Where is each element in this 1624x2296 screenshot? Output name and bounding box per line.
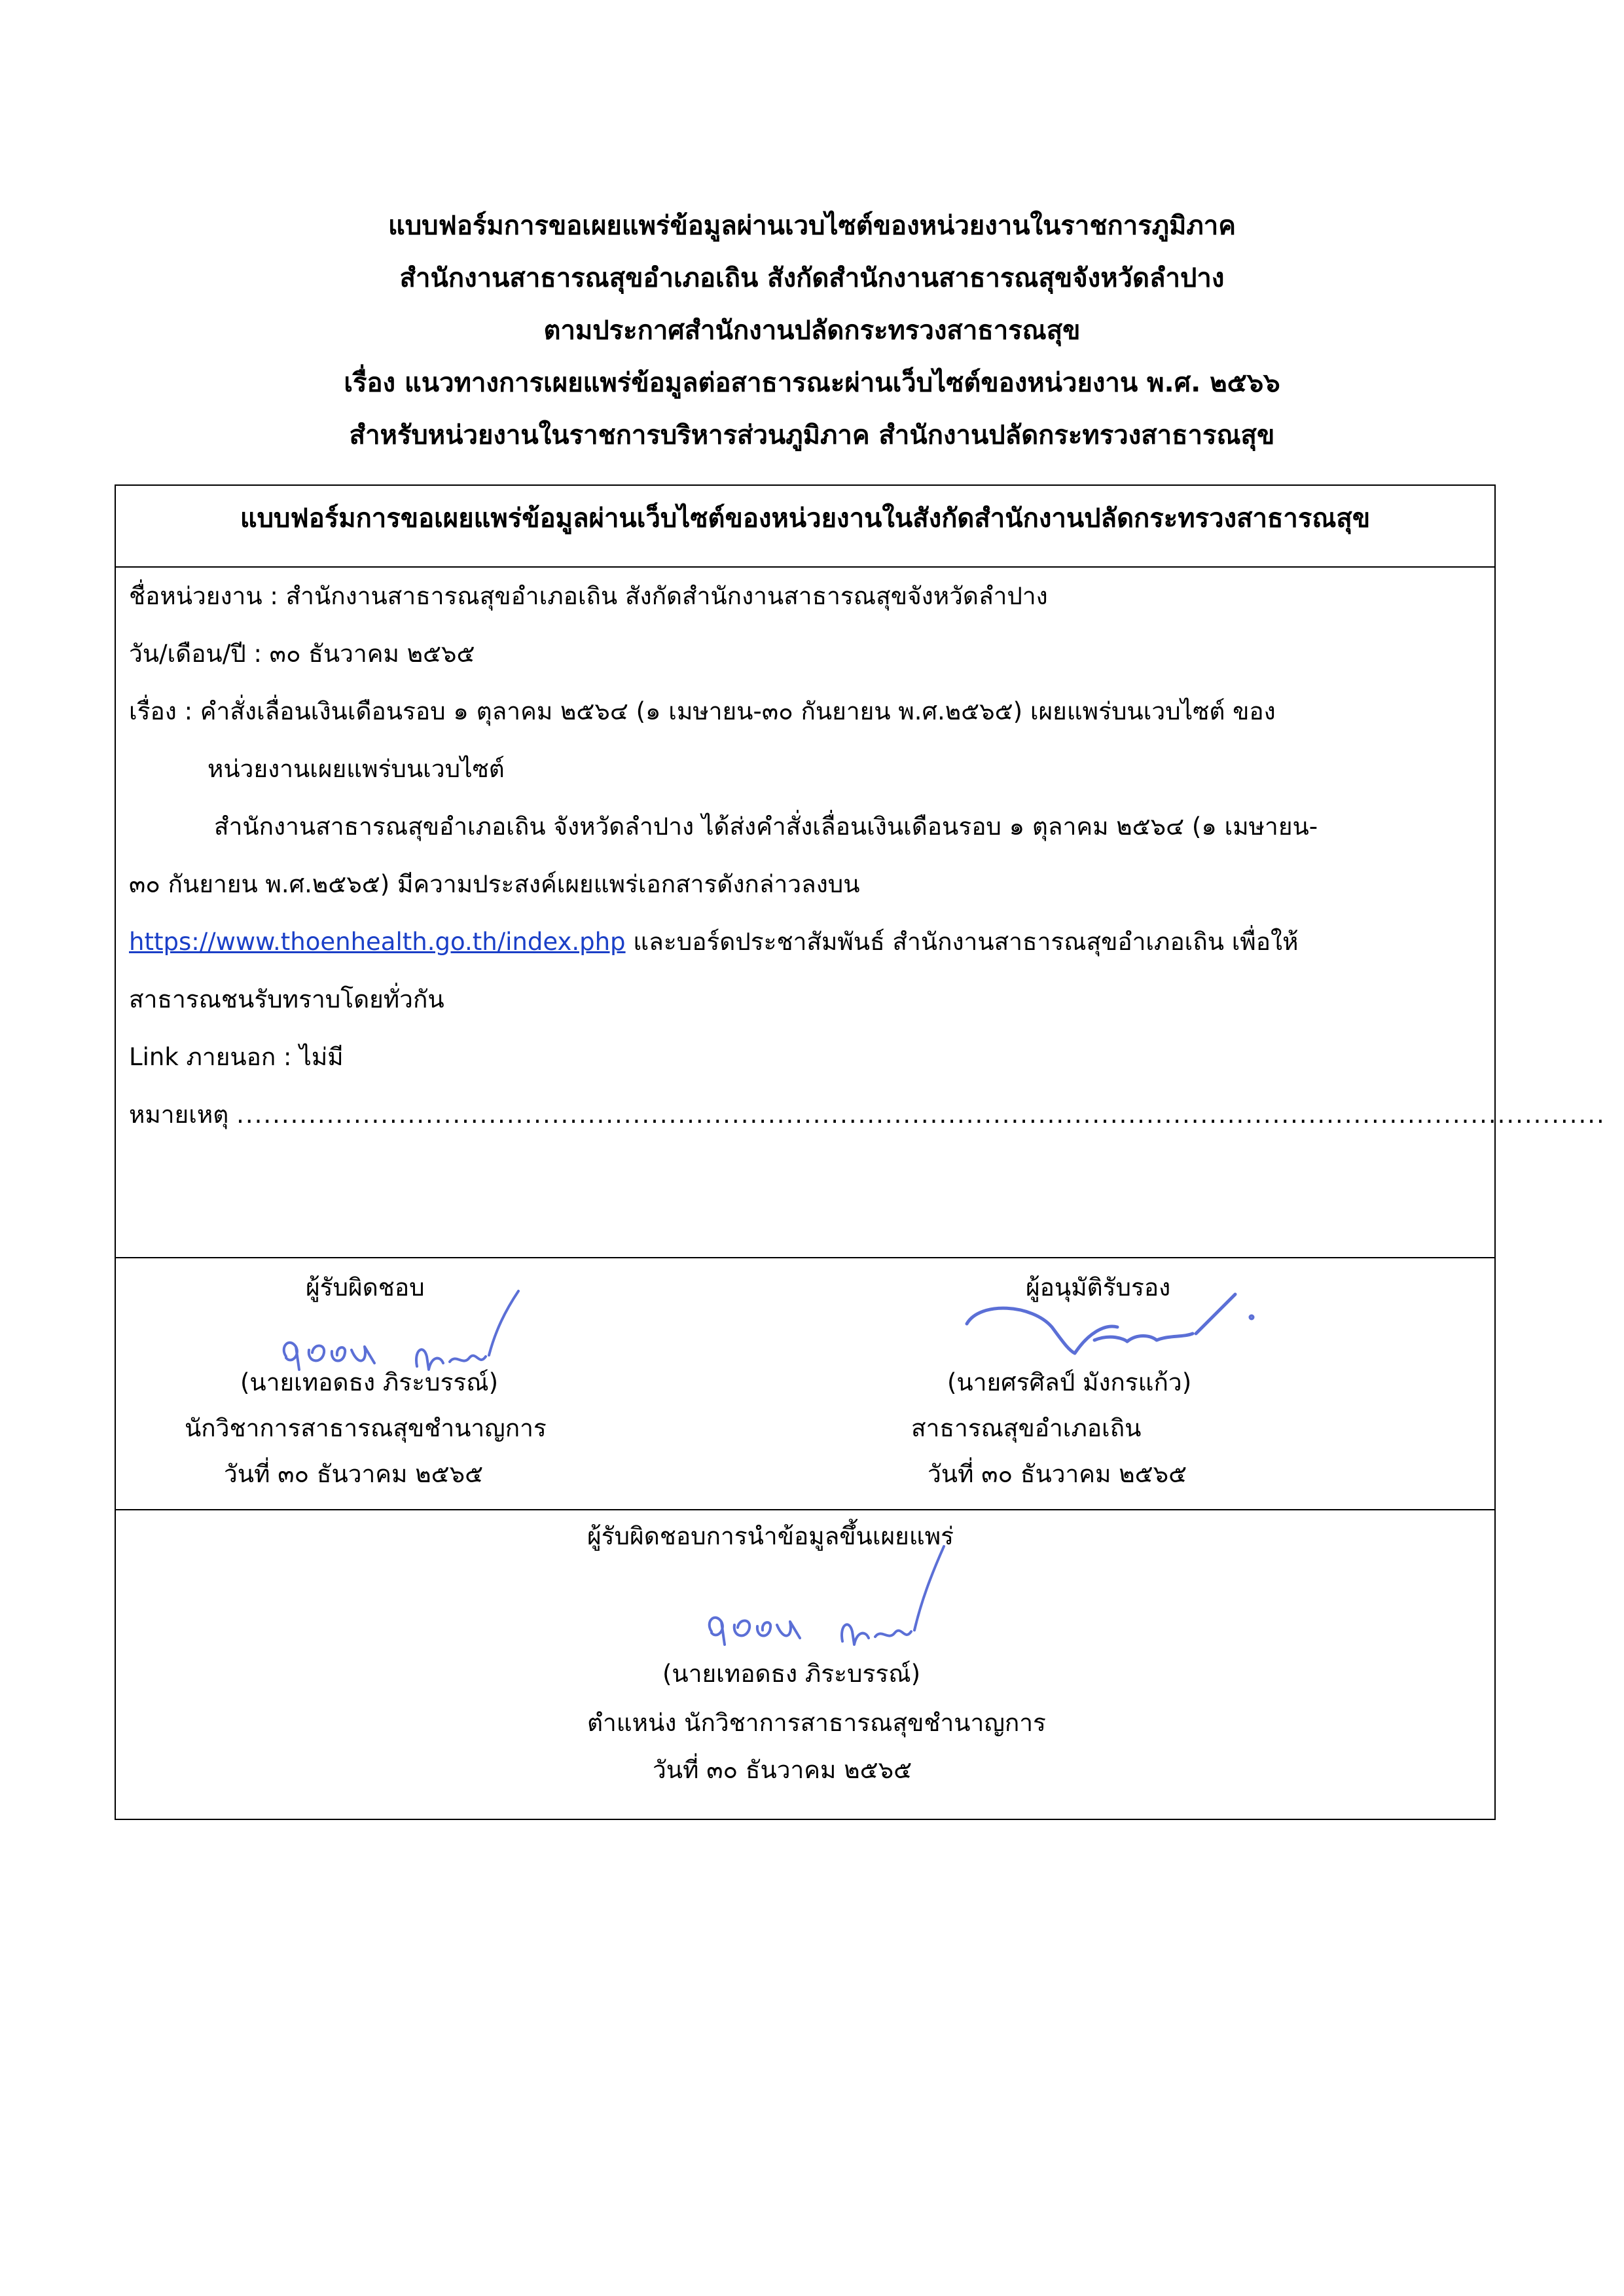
header-line-4: เรื่อง แนวทางการเผยแพร่ข้อมูลต่อสาธารณะผ่านเว็บไซต์ของหน่วยงาน พ.ศ. ๒๕๖๖ [344,368,1280,398]
subject-line-2: หน่วยงานเผยแพร่บนเวบไซต์ [208,755,505,783]
publisher-position: ตำแหน่ง นักวิชาการสาธารณสุขชำนาญการ [587,1709,1046,1737]
form-body [116,568,1606,1258]
date-line: วัน/เดือน/ปี : ๓๐ ธันวาคม ๒๕๖๕ [129,640,475,668]
form-table [115,484,1606,1820]
external-link-line: Link ภายนอก : ไม่มี [129,1043,344,1071]
publisher-row [116,1510,1494,1821]
remark-line [129,1086,1606,1144]
responsible-name: (นายเทอดธง ภิระบรรณ์) [240,1368,499,1396]
approver-position: สาธารณสุขอำเภอเถิน [911,1414,1142,1442]
approver-role: ผู้อนุมัติรับรอง [1026,1273,1171,1302]
signature-row [116,1258,1494,1510]
detail-line-3 [129,913,1299,971]
detail-line-3-rest: และบอร์ดประชาสัมพันธ์ สำนักงานสาธารณสุขอำเภอเถิน เพื่อให้ [625,928,1299,956]
responsible-role: ผู้รับผิดชอบ [306,1273,425,1302]
approver-date: วันที่ ๓๐ ธันวาคม ๒๕๖๕ [928,1460,1187,1488]
approver-name: (นายศรศิลป์ มังกรแก้ว) [947,1368,1192,1396]
header-line-5: สำหรับหน่วยงานในราชการบริหารส่วนภูมิภาค สำนักงานปลัดกระทรวงสาธารณสุข [349,420,1275,450]
publisher-signature-icon [685,1540,960,1658]
subject-line-1: เรื่อง : คำสั่งเลื่อนเงินเดือนรอบ ๑ ตุลาคม ๒๕๖๔ (๑ เมษายน-๓๐ กันยายน พ.ศ.๒๕๖๕) เผยแพร่บนเวบไซต์ ของ [129,697,1276,725]
responsible-date: วันที่ ๓๐ ธันวาคม ๒๕๖๕ [224,1460,484,1488]
detail-line-4: สาธารณชนรับทราบโดยทั่วกัน [129,985,444,1013]
detail-line-2: ๓๐ กันยายน พ.ศ.๒๕๖๕) มีความประสงค์เผยแพร่เอกสารดังกล่าวลงบน [129,870,860,898]
unit-line: ชื่อหน่วยงาน : สำนักงานสาธารณสุขอำเภอเถิน สังกัดสำนักงานสาธารณสุขจังหวัดลำปาง [129,582,1048,610]
publisher-date: วันที่ ๓๐ ธันวาคม ๒๕๖๕ [653,1756,912,1784]
publisher-role: ผู้รับผิดชอบการนำข้อมูลขึ้นเผยแพร่ [587,1522,954,1550]
website-link[interactable]: https://www.thoenhealth.go.th/index.php [129,928,626,956]
publisher-name: (นายเทอดธง ภิระบรรณ์) [662,1660,921,1688]
responsible-position: นักวิชาการสาธารณสุขชำนาญการ [185,1414,547,1442]
form-title: แบบฟอร์มการขอเผยแพร่ข้อมูลผ่านเว็บไซต์ของหน่วยงานในสังกัดสำนักงานปลัดกระทรวงสาธารณสุข [116,486,1494,568]
header-line-1: แบบฟอร์มการขอเผยแพร่ข้อมูลผ่านเวบไซต์ของหน่วยงานในราชการภูมิภาค [388,211,1236,241]
header-line-2: สำนักงานสาธารณสุขอำเภอเถิน สังกัดสำนักงานสาธารณสุขจังหวัดลำปาง [399,263,1225,293]
remark-label: หมายเหตุ [129,1101,237,1129]
detail-line-1: สำนักงานสาธารณสุขอำเภอเถิน จังหวัดลำปาง ได้ส่งคำสั่งเลื่อนเงินเดือนรอบ ๑ ตุลาคม ๒๕๖๔ (๑ เมษายน- [214,812,1318,841]
header-line-3: ตามประกาศสำนักงานปลัดกระทรวงสาธารณสุข [543,316,1081,346]
document-header [0,200,1624,462]
remark-dots: ........................................................................................................................................................ [236,1101,1606,1129]
